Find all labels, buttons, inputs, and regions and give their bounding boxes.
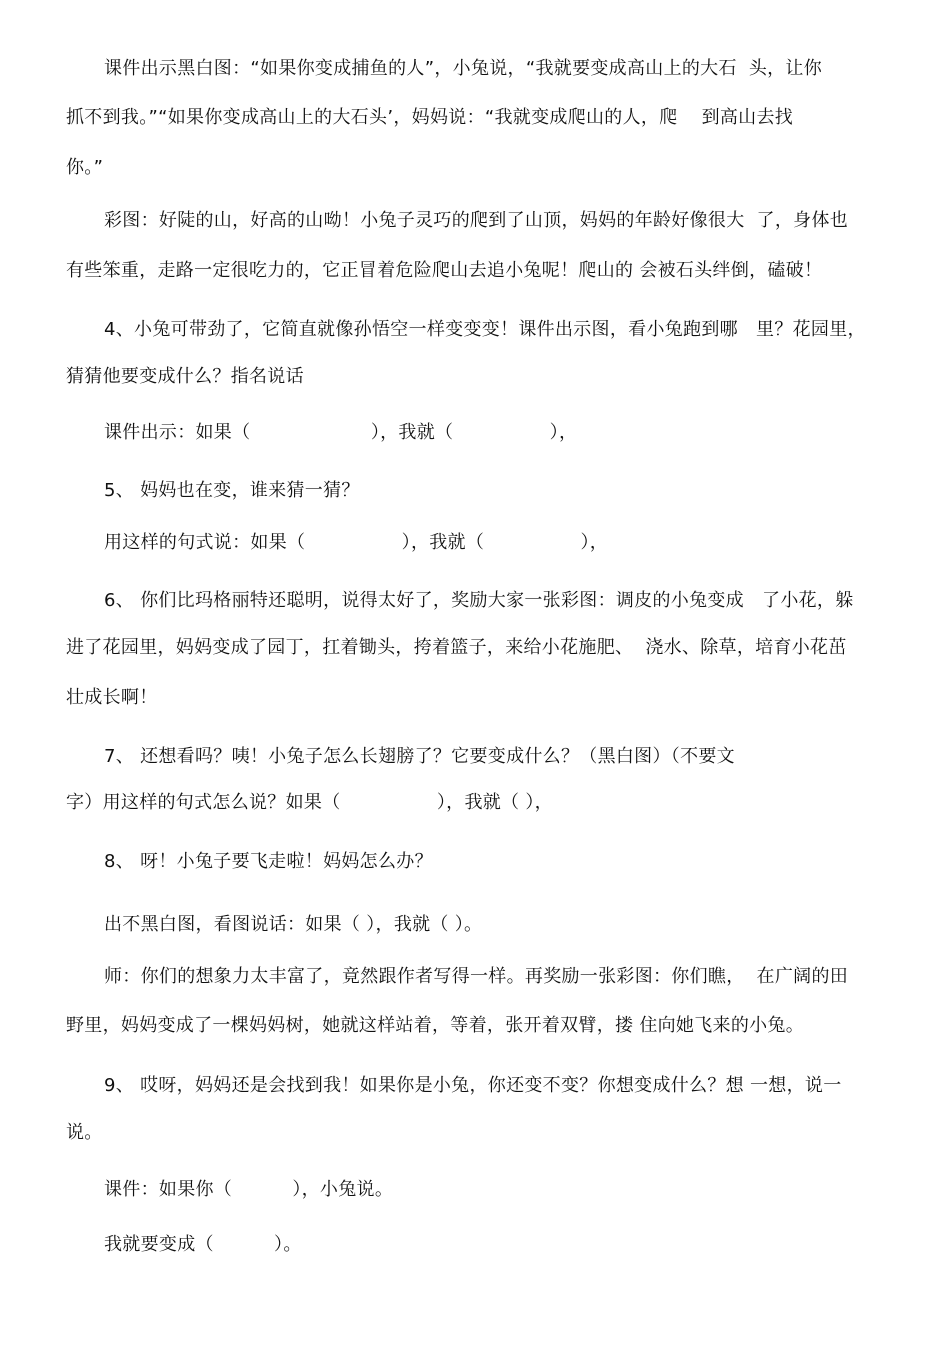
text-line: 进了花园里，妈妈变成了园丁，扛着锄头，挎着篮子，来给小花施肥、 浇水、除草，培育小花茁	[66, 637, 847, 658]
text-line: 课件出示：如果（ ），我就（ ），	[104, 422, 578, 443]
text-line: 野里，妈妈变成了一棵妈妈树，她就这样站着，等着，张开着双臂，搂 住向她飞来的小兔。	[66, 1015, 805, 1036]
text-line: 课件：如果你（ ），小兔说。	[104, 1179, 394, 1200]
text-line: 课件出示黑白图：“如果你变成捕鱼的人”，小兔说，“我就要变成高山上的大石 头，让你	[104, 58, 823, 79]
text-line: 猜猜他要变成什么？指名说话	[66, 366, 304, 387]
text-line: 彩图：好陡的山，好高的山呦！小兔子灵巧的爬到了山顶，妈妈的年龄好像很大 了，身体也	[104, 210, 849, 231]
text-line: 你。”	[66, 157, 104, 178]
text-line: 4、小兔可带劲了，它简直就像孙悟空一样变变变！课件出示图，看小兔跑到哪 里？花园里，	[104, 319, 866, 340]
text-line: 9、 哎呀，妈妈还是会找到我！如果你是小兔，你还变不变？你想变成什么？想 一想，说一	[104, 1075, 842, 1096]
text-line: 5、 妈妈也在变，谁来猜一猜？	[104, 480, 360, 501]
text-line: 8、 呀！小兔子要飞走啦！妈妈怎么办？	[104, 851, 433, 872]
text-line: 有些笨重，走路一定很吃力的，它正冒着危险爬山去追小兔呢！爬山的 会被石头绊倒，磕破！	[66, 260, 823, 281]
text-line: 说。	[66, 1122, 103, 1143]
text-line: 抓不到我。”“如果你变成高山上的大石头’，妈妈说：“我就变成爬山的人，爬 到高山去找	[66, 107, 794, 128]
text-line: 壮成长啊！	[66, 687, 158, 708]
text-line: 字）用这样的句式怎么说？如果（ ），我就（ ），	[66, 792, 553, 813]
text-line: 我就要变成（ ）。	[104, 1234, 302, 1255]
text-line: 出不黑白图，看图说话：如果（ ），我就（ ）。	[104, 914, 483, 935]
text-line: 用这样的句式说：如果（ ），我就（ ），	[104, 532, 609, 553]
text-line: 6、 你们比玛格丽特还聪明，说得太好了，奖励大家一张彩图：调皮的小兔变成 了小花，躲	[104, 590, 854, 611]
text-line: 7、 还想看吗？咦！小兔子怎么长翅膀了？它要变成什么？（黑白图）（不要文	[104, 746, 735, 767]
text-line: 师：你们的想象力太丰富了，竟然跟作者写得一样。再奖励一张彩图：你们瞧， 在广阔的田	[104, 966, 849, 987]
